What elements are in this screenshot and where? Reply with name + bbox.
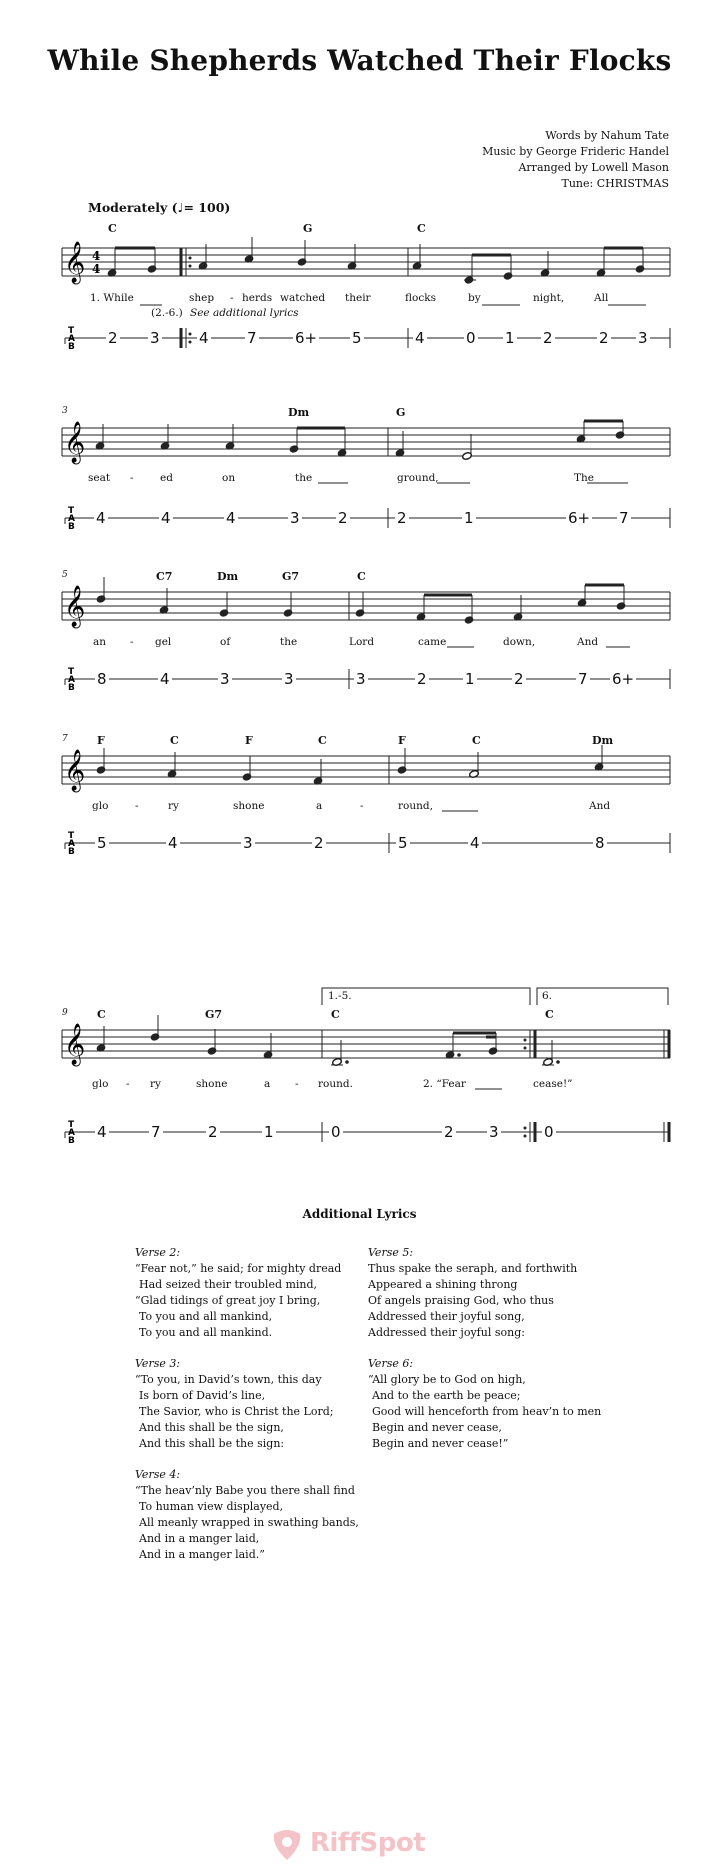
tab-number: 7 [619,509,629,527]
svg-text:4: 4 [92,262,101,276]
verse-line: To you and all mankind, [139,1310,273,1323]
verse-line: And in a manger laid, [139,1532,260,1545]
lyric-syllable: shone [196,1078,228,1090]
tab-number: 3 [284,670,294,688]
measure-number: 9 [62,1008,68,1018]
tab-number: 8 [97,670,107,688]
tab-number: 3 [290,509,300,527]
measure-number: 5 [62,570,68,580]
verse-label: Verse 2: [135,1246,181,1259]
lyric-syllable: 1. While [90,292,134,304]
tab-number: 2 [543,329,553,347]
verse-line: And to the earth be peace; [372,1389,521,1402]
tab-number: 2 [108,329,118,347]
chord-symbol: G7 [205,1008,223,1021]
tab-number: 3 [489,1123,499,1141]
chord-symbol: C [97,1008,106,1021]
lyric-syllable: - [295,1078,299,1090]
tab-number: 8 [595,834,605,852]
additional-lyrics-heading: Additional Lyrics [302,1207,417,1221]
verse-label: Verse 5: [368,1246,414,1259]
lyric-verse-range: (2.-6.) [151,307,183,319]
lyric-syllable: And [577,636,599,648]
verse-line: And this shall be the sign: [139,1437,285,1450]
lyric-syllable: a [264,1078,271,1090]
tab-number: 4 [199,329,209,347]
system-3 [0,570,719,700]
tab-number: 1 [464,509,474,527]
lyric-syllable: And [589,800,611,812]
tab-number: 3 [356,670,366,688]
system-1 [0,222,719,362]
svg-text:T: T [68,506,75,516]
lyric-syllable: glo [92,800,109,812]
svg-text:B: B [68,847,75,857]
verse-line: Of angels praising God, who thus [368,1294,554,1307]
system-2 [0,406,719,536]
treble-clef-icon: 𝄞 [64,1024,86,1065]
tab-number: 6+ [295,329,318,347]
chord-symbol: C [318,734,327,747]
chord-symbol: G [303,222,313,235]
chord-symbol: C7 [156,570,173,583]
verse-label: Verse 4: [135,1468,181,1481]
lyric-syllable: ground, [397,472,439,484]
song-title: While Shepherds Watched Their Flocks [47,44,672,77]
svg-text:T: T [68,831,75,841]
lyric-syllable: watched [280,292,326,304]
verse-block [135,1356,333,1452]
system-5 [0,985,719,1145]
verse-line: “To you, in David’s town, this day [135,1373,322,1386]
chord-symbol: G7 [282,570,300,583]
chord-symbol: Dm [592,734,614,747]
svg-text:T: T [68,667,75,677]
verse-line: All meanly wrapped in swathing bands, [139,1516,359,1529]
tab-number: 4 [160,670,170,688]
lyric-syllable: Lord [349,636,375,648]
lyric-syllable: - [230,292,234,304]
lyric-syllable: 2. “Fear [423,1078,466,1090]
verse-line: “Fear not,” he said; for mighty dread [135,1262,342,1275]
lyric-syllable: - [126,1078,130,1090]
chord-symbol: C [357,570,366,583]
tab-number: 0 [544,1123,554,1141]
lyric-syllable: of [220,636,231,648]
tab-number: 2 [338,509,348,527]
treble-clef-icon: 𝄞 [64,750,86,791]
verse-label: Verse 6: [368,1357,414,1370]
tab-number: 2 [417,670,427,688]
chord-symbol: C [472,734,481,747]
treble-clef-icon: 𝄞 [64,422,86,463]
lyric-syllable: cease!” [533,1078,573,1090]
verse-line: Begin and never cease!” [372,1437,509,1450]
lyric-syllable: came [418,636,447,648]
lyric-syllable: night, [533,292,565,304]
verse-line: Appeared a shining throng [368,1278,518,1291]
tempo-marking: Moderately (♩= 100) [88,200,231,215]
lyric-syllable: ry [168,800,179,812]
tempo-text: Moderately [88,200,168,215]
svg-text:T: T [68,326,75,336]
system-5-graphics [0,985,719,1145]
system-2-graphics [0,406,719,536]
verse-block [135,1245,341,1341]
riffspot-logo [270,1828,450,1860]
credit-tune: Tune: CHRISTMAS [561,177,669,190]
chord-symbol: C [417,222,426,235]
tab-number: 7 [151,1123,161,1141]
verse-block [135,1467,359,1563]
lyric-syllable: the [295,472,313,484]
lyric-syllable: a [316,800,323,812]
verse-line: And in a manger laid.” [139,1548,265,1561]
tab-number: 4 [168,834,178,852]
lyric-syllable: ry [150,1078,161,1090]
verse-line: Good will henceforth from heav’n to men [372,1405,602,1418]
lyric-syllable: - [135,800,139,812]
treble-clef-icon: 𝄞 [64,242,86,283]
lyric-syllable: - [130,472,134,484]
tab-number: 4 [96,509,106,527]
lyric-syllable: shep [189,292,215,304]
tab-number: 1 [505,329,515,347]
lyric-syllable: - [130,636,134,648]
tab-number: 2 [208,1123,218,1141]
tab-number: 6+ [568,509,591,527]
chord-symbol: C [170,734,179,747]
tab-number: 4 [226,509,236,527]
chord-symbol: C [331,1008,340,1021]
tab-number: 5 [398,834,408,852]
tempo-bpm: = 100 [183,200,225,215]
verse-line: Had seized their troubled mind, [139,1278,318,1291]
chord-symbol: Dm [288,406,310,419]
tab-number: 3 [150,329,160,347]
lyric-syllable: on [222,472,236,484]
lyric-syllable: by [468,292,481,304]
verse-line: Thus spake the seraph, and forthwith [368,1262,578,1275]
tab-number: 2 [397,509,407,527]
ending-bracket-1: 1.-5. [328,990,352,1002]
verse-line: “Glad tidings of great joy I bring, [135,1294,321,1307]
verse-line: “All glory be to God on high, [368,1373,526,1386]
verse-label: Verse 3: [135,1357,181,1370]
lyric-syllable: - [360,800,364,812]
svg-text:A: A [68,839,75,849]
verse-line: Addressed their joyful song, [368,1310,525,1323]
lyric-syllable: their [345,292,371,304]
measure-number: 3 [62,406,68,416]
svg-text:A: A [68,675,75,685]
verse-line: To you and all mankind. [139,1326,273,1339]
verse-line: The Savior, who is Christ the Lord; [139,1405,334,1418]
tab-number: 3 [220,670,230,688]
svg-text:B: B [68,342,75,352]
lyric-syllable: an [93,636,107,648]
lyric-note: See additional lyrics [190,307,299,319]
tab-number: 6+ [612,670,635,688]
lyric-syllable: ed [160,472,173,484]
tab-number: 2 [514,670,524,688]
chord-symbol: C [108,222,117,235]
tab-number: 5 [352,329,362,347]
tab-number: 2 [444,1123,454,1141]
verse-line: Begin and never cease, [372,1421,502,1434]
lyric-syllable: All [594,292,609,304]
chord-symbol: F [97,734,105,747]
verse-block [368,1356,601,1452]
lyric-syllable: glo [92,1078,109,1090]
chord-symbol: G [396,406,406,419]
tab-number: 0 [466,329,476,347]
tab-number: 4 [97,1123,107,1141]
tab-number: 4 [161,509,171,527]
svg-text:B: B [68,1136,75,1146]
verse-line: And this shall be the sign, [139,1421,284,1434]
tab-number: 2 [599,329,609,347]
logo-text: RiffSpot [310,1828,426,1858]
chord-symbol: C [545,1008,554,1021]
verse-line: To human view displayed, [139,1500,284,1513]
svg-text:4: 4 [92,249,101,263]
svg-text:A: A [68,1128,75,1138]
lyric-syllable: shone [233,800,265,812]
verse-line: Addressed their joyful song: [368,1326,525,1339]
lyric-syllable: seat [88,472,111,484]
chord-symbol: F [398,734,406,747]
ending-bracket-2: 6. [542,990,553,1002]
lyric-syllable: the [280,636,298,648]
verse-line: Is born of David’s line, [139,1389,266,1402]
tab-number: 3 [243,834,253,852]
svg-text:B: B [68,683,75,693]
lyric-syllable: herds [242,292,273,304]
measure-number: 7 [62,734,68,744]
lyric-syllable: round. [318,1078,353,1090]
tab-number: 4 [470,834,480,852]
svg-text:A: A [68,334,75,344]
credit-arranger: Arranged by Lowell Mason [518,161,669,174]
tab-number: 2 [314,834,324,852]
chord-symbol: F [245,734,253,747]
credit-music: Music by George Frideric Handel [482,145,669,158]
quarter-note-icon: ♩ [177,200,184,215]
treble-clef-icon: 𝄞 [64,586,86,627]
tab-number: 1 [264,1123,274,1141]
tab-number: 5 [97,834,107,852]
chord-symbol: Dm [217,570,239,583]
tab-number: 1 [465,670,475,688]
lyric-syllable: gel [155,636,172,648]
lyric-syllable: down, [503,636,536,648]
tab-number: 0 [331,1123,341,1141]
svg-text:B: B [68,522,75,532]
verse-line: “The heav’nly Babe you there shall find [135,1484,355,1497]
credit-words: Words by Nahum Tate [545,129,669,142]
tab-number: 7 [578,670,588,688]
verse-block [368,1245,577,1341]
tab-number: 3 [638,329,648,347]
tab-number: 4 [415,329,425,347]
svg-text:A: A [68,514,75,524]
system-4 [0,734,719,864]
lyric-syllable: flocks [405,292,436,304]
lyric-syllable: round, [398,800,433,812]
tab-number: 7 [247,329,257,347]
svg-text:T: T [68,1120,75,1130]
lyric-syllable: The [574,472,594,484]
